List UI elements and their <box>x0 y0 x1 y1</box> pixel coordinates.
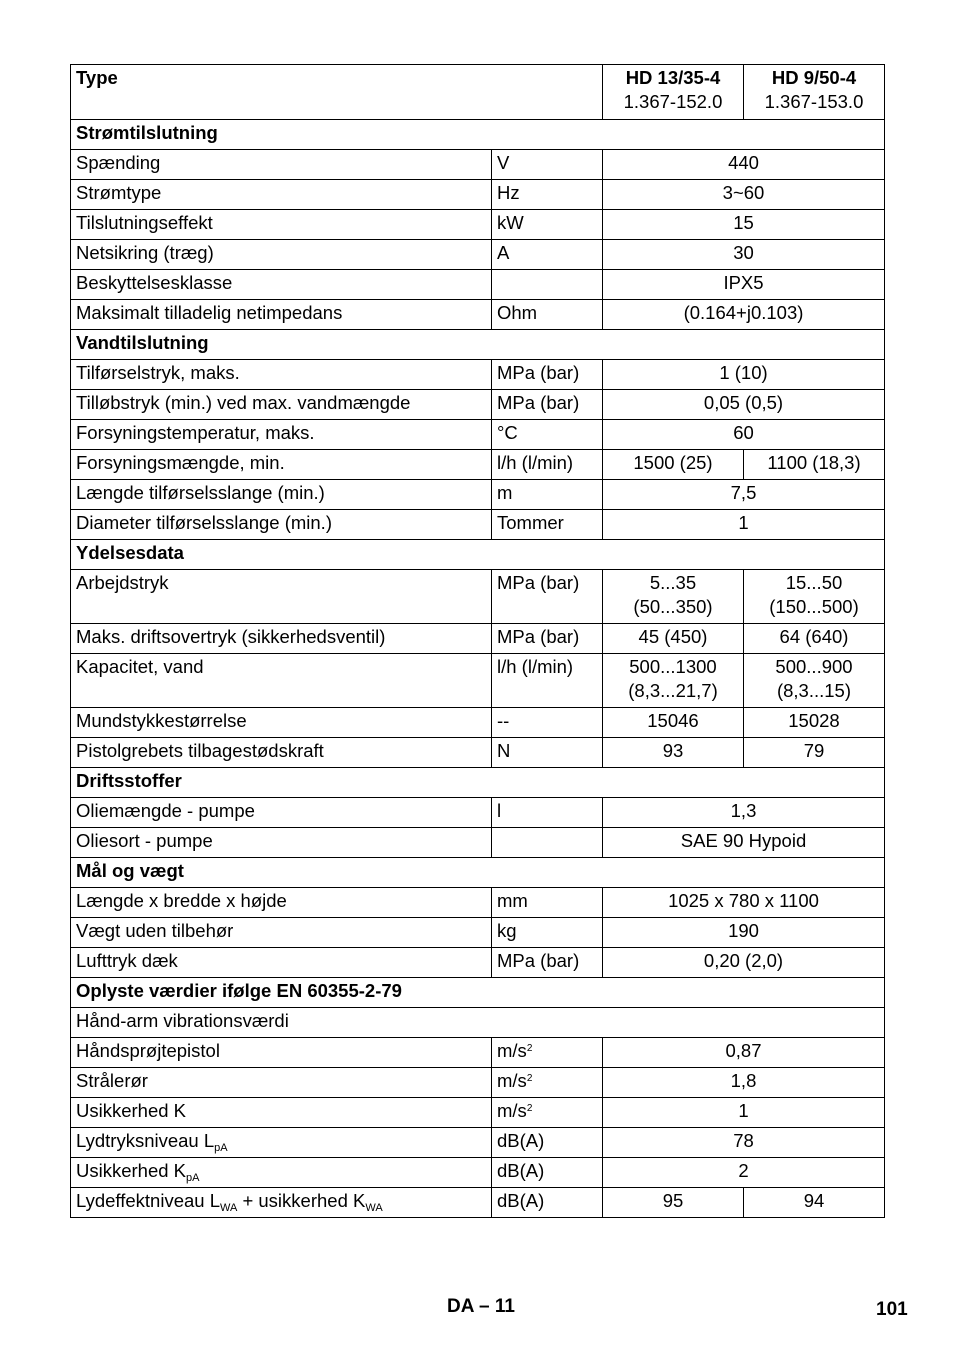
model2-number: 1.367-153.0 <box>764 91 864 112</box>
row-unit: MPa (bar) <box>492 390 603 420</box>
value-line: (8,3...21,7) <box>628 680 718 701</box>
footer-section-label: DA – 11 <box>447 1296 515 1317</box>
table-row <box>71 390 885 420</box>
row-value: 1 <box>603 1098 885 1128</box>
section-title: Oplyste værdier ifølge EN 60355-2-79 <box>71 978 885 1008</box>
label-subscript: WA <box>365 1202 383 1214</box>
row-unit: -- <box>492 708 603 738</box>
row-label: Vægt uden tilbehør <box>71 918 492 948</box>
value-line: 500...900 <box>775 656 853 677</box>
row-unit: A <box>492 240 603 270</box>
row-unit: Ohm <box>492 300 603 330</box>
value-line: (8,3...15) <box>776 680 852 701</box>
row-value-model2: 64 (640) <box>744 624 885 654</box>
section-title: Strømtilslutning <box>71 120 885 150</box>
row-value: 30 <box>603 240 885 270</box>
table-row <box>71 1188 885 1218</box>
label-subscript: pA <box>186 1172 200 1184</box>
row-unit: m <box>492 480 603 510</box>
section-title: Vandtilslutning <box>71 330 885 360</box>
section-row <box>71 768 885 798</box>
row-value: 7,5 <box>603 480 885 510</box>
value-line: (150...500) <box>769 596 859 617</box>
table-row <box>71 1068 885 1098</box>
unit-superscript: 2 <box>526 1043 533 1054</box>
table-row <box>71 1158 885 1188</box>
row-unit: MPa (bar) <box>492 624 603 654</box>
row-label: Usikkerhed K <box>71 1098 492 1128</box>
table-row <box>71 624 885 654</box>
section-title: Mål og vægt <box>71 858 885 888</box>
table-row <box>71 450 885 480</box>
row-label: Strømtype <box>71 180 492 210</box>
type-header: Type <box>71 65 603 120</box>
unit-base: m/s <box>497 1070 527 1091</box>
row-unit: N <box>492 738 603 768</box>
row-value-model2: 94 <box>744 1188 885 1218</box>
table-row <box>71 210 885 240</box>
row-value-model1: 95 <box>603 1188 744 1218</box>
row-unit: MPa (bar) <box>492 948 603 978</box>
unit-superscript: 2 <box>526 1103 533 1114</box>
label-subscript: pA <box>214 1142 228 1154</box>
row-value-model1: 1500 (25) <box>603 450 744 480</box>
table-row <box>71 948 885 978</box>
row-value-model2 <box>744 570 885 624</box>
subsection-title: Hånd-arm vibrationsværdi <box>71 1008 885 1038</box>
table-row <box>71 798 885 828</box>
label-base: Lydtryksniveau L <box>76 1130 215 1151</box>
row-label: Beskyttelsesklasse <box>71 270 492 300</box>
row-unit <box>492 828 603 858</box>
row-value-model1: 45 (450) <box>603 624 744 654</box>
table-header-row <box>71 65 885 120</box>
row-unit: MPa (bar) <box>492 570 603 624</box>
label-base: Lydeffektniveau L <box>76 1190 220 1211</box>
unit-base: m/s <box>497 1040 527 1061</box>
row-label: Håndsprøjtepistol <box>71 1038 492 1068</box>
row-label: Tilførselstryk, maks. <box>71 360 492 390</box>
section-title: Ydelsesdata <box>71 540 885 570</box>
row-value-model2 <box>744 654 885 708</box>
row-value-model1: 93 <box>603 738 744 768</box>
page-number: 101 <box>876 1299 908 1320</box>
row-unit: °C <box>492 420 603 450</box>
subsection-row <box>71 1008 885 1038</box>
row-label: Oliemængde - pumpe <box>71 798 492 828</box>
row-value: 1 <box>603 510 885 540</box>
table-row <box>71 270 885 300</box>
row-label: Tilløbstryk (min.) ved max. vandmængde <box>71 390 492 420</box>
row-unit <box>492 1098 603 1128</box>
row-label: Længde x bredde x højde <box>71 888 492 918</box>
table-row <box>71 240 885 270</box>
row-label: Mundstykkestørrelse <box>71 708 492 738</box>
table-row <box>71 1038 885 1068</box>
label-subscript: WA <box>220 1202 238 1214</box>
row-value: 0,20 (2,0) <box>603 948 885 978</box>
table-row <box>71 888 885 918</box>
row-value: 0,87 <box>603 1038 885 1068</box>
row-value: IPX5 <box>603 270 885 300</box>
table-row <box>71 1128 885 1158</box>
row-label: Kapacitet, vand <box>71 654 492 708</box>
unit-base: m/s <box>497 1100 527 1121</box>
model1-number: 1.367-152.0 <box>623 91 723 112</box>
row-unit: Hz <box>492 180 603 210</box>
table-row <box>71 180 885 210</box>
row-value-model1: 15046 <box>603 708 744 738</box>
row-unit: MPa (bar) <box>492 360 603 390</box>
table-row <box>71 510 885 540</box>
row-label: Maks. driftsovertryk (sikkerhedsventil) <box>71 624 492 654</box>
row-unit: Tommer <box>492 510 603 540</box>
row-value: 2 <box>603 1158 885 1188</box>
row-unit <box>492 270 603 300</box>
row-unit: kg <box>492 918 603 948</box>
row-label: Spænding <box>71 150 492 180</box>
row-value-model2: 15028 <box>744 708 885 738</box>
row-value: 1 (10) <box>603 360 885 390</box>
row-value: 190 <box>603 918 885 948</box>
row-unit: dB(A) <box>492 1188 603 1218</box>
table-row <box>71 918 885 948</box>
row-value-model2: 79 <box>744 738 885 768</box>
row-label <box>71 1128 492 1158</box>
row-value: 60 <box>603 420 885 450</box>
table-row <box>71 828 885 858</box>
value-line: 500...1300 <box>629 656 717 677</box>
row-label: Tilslutningseffekt <box>71 210 492 240</box>
row-label: Maksimalt tilladelig netimpedans <box>71 300 492 330</box>
row-value: 15 <box>603 210 885 240</box>
row-label: Forsyningsmængde, min. <box>71 450 492 480</box>
section-row <box>71 330 885 360</box>
table-row <box>71 480 885 510</box>
row-label: Strålerør <box>71 1068 492 1098</box>
row-label <box>71 1158 492 1188</box>
technical-data-table <box>70 64 885 1218</box>
table-row <box>71 420 885 450</box>
row-value: 1,8 <box>603 1068 885 1098</box>
model1-header <box>603 65 744 120</box>
value-line: 5...35 <box>649 572 697 593</box>
row-label: Længde tilførselsslange (min.) <box>71 480 492 510</box>
row-value-model1 <box>603 654 744 708</box>
row-unit: l/h (l/min) <box>492 654 603 708</box>
row-unit: dB(A) <box>492 1128 603 1158</box>
table-row <box>71 738 885 768</box>
section-title: Driftsstoffer <box>71 768 885 798</box>
row-unit: dB(A) <box>492 1158 603 1188</box>
row-unit: mm <box>492 888 603 918</box>
row-value-model2: 1100 (18,3) <box>744 450 885 480</box>
section-row <box>71 978 885 1008</box>
table-row <box>71 360 885 390</box>
row-value: 78 <box>603 1128 885 1158</box>
label-middle: + usikkerhed K <box>237 1190 366 1211</box>
section-row <box>71 540 885 570</box>
model2-header <box>744 65 885 120</box>
row-value: 0,05 (0,5) <box>603 390 885 420</box>
row-unit: l/h (l/min) <box>492 450 603 480</box>
table-row <box>71 150 885 180</box>
section-row <box>71 120 885 150</box>
row-unit <box>492 1038 603 1068</box>
row-value: (0.164+j0.103) <box>603 300 885 330</box>
row-label: Diameter tilførselsslange (min.) <box>71 510 492 540</box>
row-label: Netsikring (træg) <box>71 240 492 270</box>
value-line: 15...50 <box>785 572 843 593</box>
label-base: Usikkerhed K <box>76 1160 187 1181</box>
model2-name: HD 9/50-4 <box>771 67 857 88</box>
row-label: Oliesort - pumpe <box>71 828 492 858</box>
row-label <box>71 1188 492 1218</box>
table-row <box>71 1098 885 1128</box>
table-row <box>71 570 885 624</box>
row-value-model1 <box>603 570 744 624</box>
row-value: 440 <box>603 150 885 180</box>
table-row <box>71 300 885 330</box>
row-unit: kW <box>492 210 603 240</box>
row-value: 3~60 <box>603 180 885 210</box>
value-line: (50...350) <box>633 596 713 617</box>
table-row <box>71 654 885 708</box>
model1-name: HD 13/35-4 <box>625 67 721 88</box>
row-label: Lufttryk dæk <box>71 948 492 978</box>
row-value: 1,3 <box>603 798 885 828</box>
row-unit <box>492 1068 603 1098</box>
unit-superscript: 2 <box>526 1073 533 1084</box>
row-value: 1025 x 780 x 1100 <box>603 888 885 918</box>
row-value: SAE 90 Hypoid <box>603 828 885 858</box>
row-label: Forsyningstemperatur, maks. <box>71 420 492 450</box>
section-row <box>71 858 885 888</box>
row-unit: l <box>492 798 603 828</box>
row-unit: V <box>492 150 603 180</box>
table-row <box>71 708 885 738</box>
row-label: Arbejdstryk <box>71 570 492 624</box>
row-label: Pistolgrebets tilbagestødskraft <box>71 738 492 768</box>
